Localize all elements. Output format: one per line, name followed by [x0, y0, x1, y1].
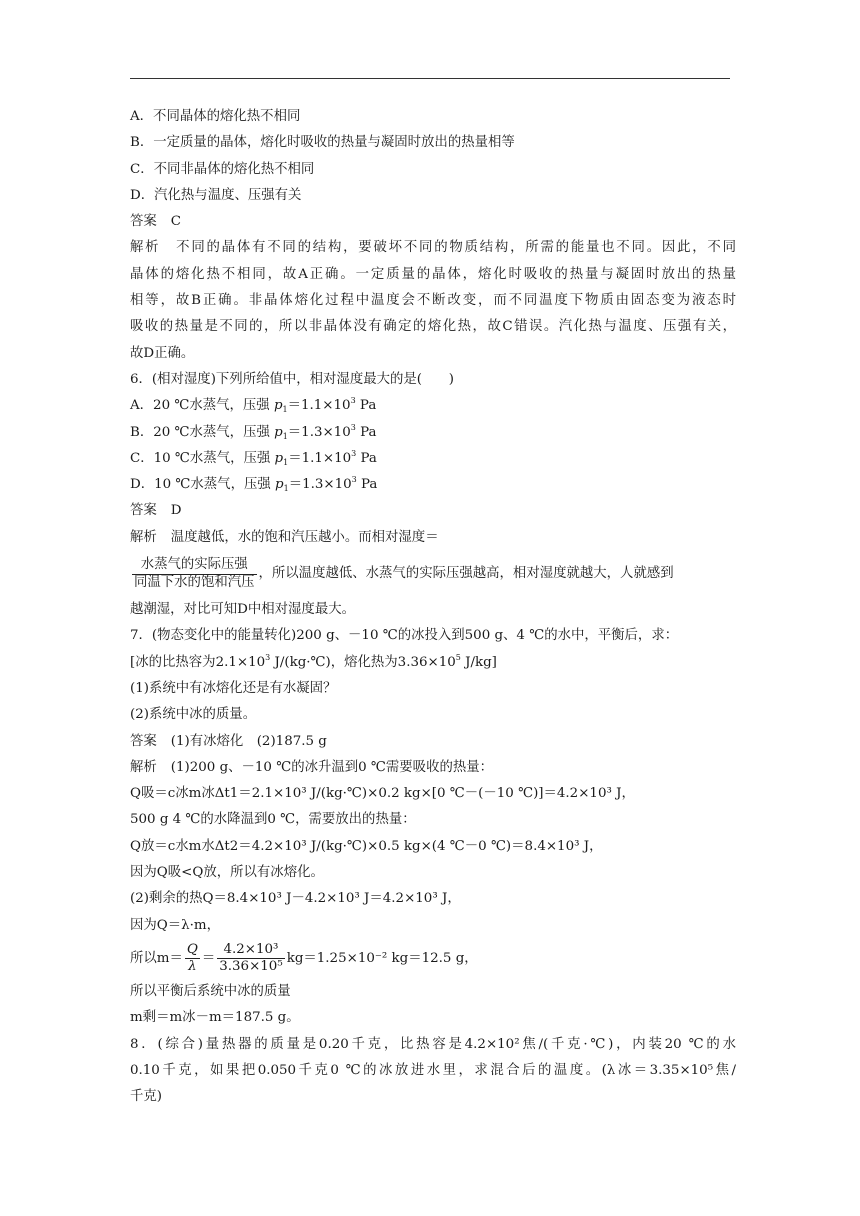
q6-stem: 6．(相对湿度)下列所给值中，相对湿度最大的是( ) — [130, 371, 455, 387]
humidity-fraction — [132, 557, 257, 590]
fraction-denominator: 同温下水的饱和汽压 — [134, 574, 255, 590]
analysis-label: 解析 — [130, 759, 157, 775]
q7-analysis-absorb-eq: Q吸＝c冰m冰Δt1＝2.1×10³ J/(kg·℃)×0.2 kg×[0 ℃－(－10 ℃)]＝4.2×10³ J， — [130, 786, 635, 802]
q7-subquestion-1: (1)系统中有冰熔化还是有水凝固？ — [130, 680, 337, 696]
answer-value: C — [170, 214, 182, 230]
q5-answer — [130, 209, 736, 235]
q5-analysis-line-5: 故D正确。 — [130, 345, 195, 361]
q7-analysis-release-eq: Q放＝c水m水Δt2＝4.2×10³ J/(kg·℃)×0.5 kg×(4 ℃－0 ℃)＝8.4×10³ J， — [130, 838, 603, 854]
answer-label: 答案 — [130, 733, 157, 749]
q7-analysis-line-3: 500 g 4 ℃的水降温到0 ℃，需要放出的热量： — [130, 812, 416, 828]
q6-option-a: A．20 ℃水蒸气，压强 $p_1=1.1\times 10^3$ Pa — [130, 396, 377, 415]
q5-option-b: B．一定质量的晶体，熔化时吸收的热量与凝固时放出的热量相等 — [130, 135, 515, 151]
header-rule — [130, 78, 730, 79]
q7-analysis-line-5: 因为Q吸<Q放，所以有冰熔化。 — [130, 865, 324, 881]
q6-analysis-fraction-line: $\frac{\text{水蒸气的实际压强}}{\text{同温下水的饱和汽压}}$ ，所以温度越低、水蒸气的实际压强越高，相对湿度就越大，人就感到 — [134, 557, 674, 590]
answer-value: (1)有冰熔化 (2)187.5 g — [170, 733, 327, 749]
q6-option-b: B．20 ℃水蒸气，压强 $p_1=1.3\times 10^3$ Pa — [130, 422, 377, 441]
q5-option-d: D．汽化热与温度、压强有关 — [130, 187, 302, 203]
answer-label: 答案 — [130, 503, 157, 519]
q7-subquestion-2: (2)系统中冰的质量。 — [130, 707, 257, 723]
q8-stem-line-3: 千克) — [130, 1089, 163, 1105]
q7-analysis-line-1: 解析 (1)200 g、－10 ℃的冰升温到0 ℃需要吸收的热量： — [130, 759, 494, 775]
q6-answer — [130, 498, 736, 524]
q5-analysis-line-3: 相等，故B正确。非晶体熔化过程中温度会不断改变，而不同温度下物质由固态变为液态时 — [130, 293, 736, 309]
fraction-numerator: 水蒸气的实际压强 — [132, 557, 257, 574]
answer-label: 答案 — [130, 214, 157, 230]
q7-stem-line-1: 7．(物态变化中的能量转化)200 g、－10 ℃的冰投入到500 g、4 ℃的水中，平衡后，求： — [130, 628, 679, 644]
analysis-label: 解析 — [130, 529, 157, 545]
q6-analysis-line-1: 解析 温度越低，水的饱和汽压越小。而相对湿度＝ — [130, 529, 439, 545]
q7-analysis-line-9: 所以平衡后系统中冰的质量 — [130, 983, 291, 999]
q5-analysis-line-2: 晶体的熔化热不相同，故A正确。一定质量的晶体，熔化时吸收的热量与凝固时放出的热量 — [130, 266, 736, 282]
q7-analysis-line-7: 因为Q＝λ·m， — [130, 917, 220, 933]
q5-option-c: C．不同非晶体的熔化热不相同 — [130, 161, 315, 177]
fraction-numeric: $\frac{\text{4.2×10³}}{\text{3.36×10⁵}}$ — [219, 942, 283, 975]
q5-option-a: A．不同晶体的熔化热不相同 — [130, 109, 301, 124]
q6-option-d: D．10 ℃水蒸气，压强 $p_1=1.3\times 10^3$ Pa — [130, 475, 378, 494]
q7-analysis-mass-eq: 所以m＝ $\frac{Q}{\lambda}$ ＝ $\frac{\text{4.2×10³}}{\text{3.36×10⁵}}$ kg＝1.25×10⁻² kg＝12.5 g， — [130, 942, 478, 975]
q8-stem-line-1: 8．(综合)量热器的质量是0.20千克，比热容是4.2×10²焦/(千克·℃)，内装20 ℃的水 — [130, 1036, 736, 1052]
analysis-label: 解析 — [130, 240, 161, 256]
q5-analysis-line-4: 吸收的热量是不同的，所以非晶体没有确定的熔化热，故C错误。汽化热与温度、压强有关， — [130, 319, 736, 335]
answer-value: D — [170, 503, 182, 519]
q7-answer — [130, 729, 736, 755]
q5-analysis-line-1: 解析 不同的晶体有不同的结构，要破坏不同的物质结构，所需的能量也不同。因此，不同 — [130, 240, 736, 256]
document-body — [130, 104, 736, 1110]
fraction-q-over-lambda: $\frac{Q}{\lambda}$ — [186, 942, 198, 975]
q7-analysis-line-10: m剩＝m冰－m＝187.5 g。 — [130, 1010, 300, 1026]
q8-stem-line-2: 0.10千克，如果把0.050千克0 ℃的冰放进水里，求混合后的温度。(λ冰＝3.35×10⁵焦/ — [130, 1062, 736, 1078]
q6-analysis-line-3: 越潮湿，对比可知D中相对湿度最大。 — [130, 602, 355, 618]
q7-analysis-line-6: (2)剩余的热Q＝8.4×10³ J－4.2×10³ J＝4.2×10³ J， — [130, 891, 461, 907]
q7-stem-line-2: [冰的比热容为$2.1\times 10^3$ J/(kg·℃)，熔化热为$3.36\times 10^5$ J/kg] — [130, 652, 497, 670]
q6-option-c: C．10 ℃水蒸气，压强 $p_1=1.1\times 10^3$ Pa — [130, 448, 377, 467]
